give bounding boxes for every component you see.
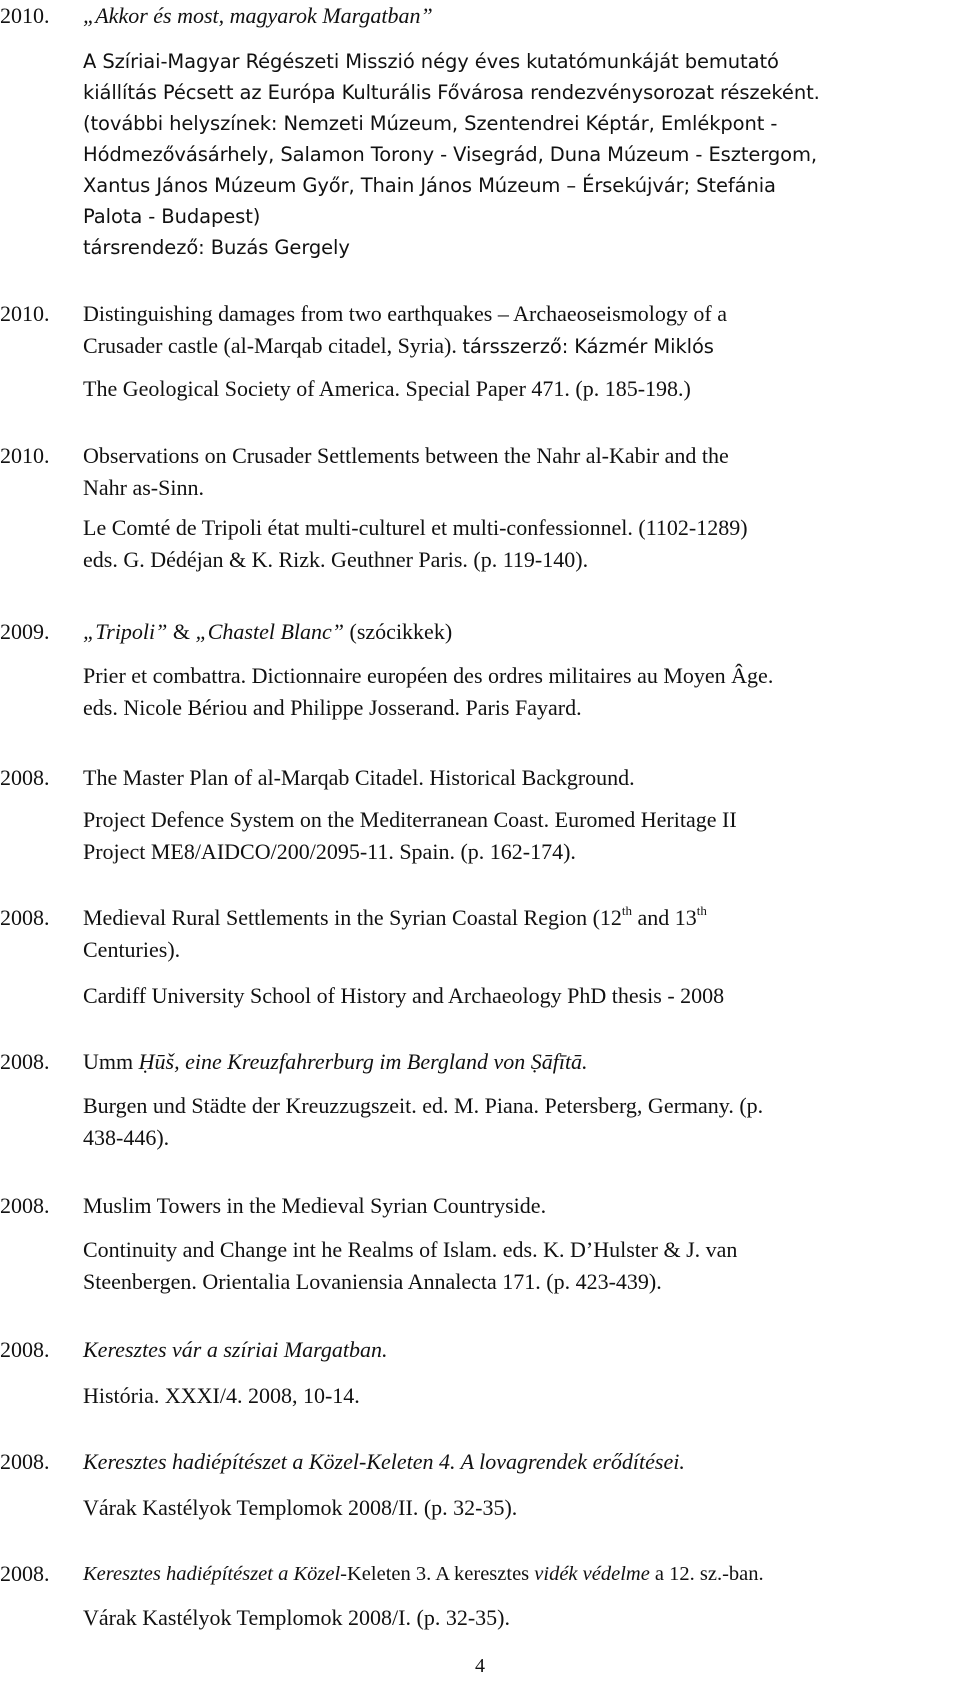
- entry-year: 2010.: [0, 3, 50, 28]
- entry-source: Project Defence System on the Mediterranean Coast. Euromed Heritage II: [83, 807, 737, 832]
- entry-title-sup: th: [696, 902, 707, 918]
- entry-year: 2009.: [0, 619, 50, 644]
- entry-year: 2008.: [0, 905, 50, 930]
- entry-title: Umm: [83, 1049, 139, 1074]
- entry-title: The Master Plan of al-Marqab Citadel. Historical Background.: [83, 765, 635, 790]
- entry-source: Le Comté de Tripoli état multi-culturel et multi-confessionnel. (1102-1289): [83, 515, 748, 540]
- entry-note: (szócikkek): [349, 619, 453, 644]
- entry-source: Prier et combattra. Dictionnaire européen des ordres militaires au Moyen Âge.: [83, 663, 774, 688]
- entry-text-line: Palota - Budapest): [83, 205, 261, 228]
- entry-title: vidék védelme: [534, 1563, 650, 1585]
- entry-source: Continuity and Change int he Realms of Islam. eds. K. D’Hulster & J. van: [83, 1237, 738, 1262]
- entry-coauthor: társszerző: Kázmér Miklós: [462, 335, 714, 358]
- entry-title: Observations on Crusader Settlements between the Nahr al-Kabir and the: [83, 443, 729, 468]
- entry-source: eds. G. Dédéjan & K. Rizk. Geuthner Paris. (p. 119-140).: [83, 547, 589, 572]
- entry-title: Keresztes hadiépítészet a Közel-Keleten 4. A lovagrendek erődítései.: [83, 1449, 685, 1474]
- entry-title: Muslim Towers in the Medieval Syrian Countryside.: [83, 1193, 547, 1218]
- entry-source: Várak Kastélyok Templomok 2008/II. (p. 32-35).: [83, 1495, 518, 1520]
- entry-title: Medieval Rural Settlements in the Syrian Coastal Region (12: [83, 905, 622, 930]
- entry-text-line: Xantus János Múzeum Győr, Thain János Múzeum – Érsekújvár; Stefánia: [83, 174, 776, 197]
- entry-text-line: A Szíriai-Magyar Régészeti Misszió négy éves kutatómunkáját bemutató: [83, 50, 779, 73]
- entry-year: 2008.: [0, 765, 50, 790]
- entry-title: a 12. sz.-ban.: [649, 1563, 764, 1585]
- entry-title: Ḥūš, eine Kreuzfahrerburg im Bergland von Ṣāfītā.: [138, 1049, 588, 1074]
- entry-text-line: kiállítás Pécsett az Európa Kulturális Fővárosa rendezvénysorozat részeként.: [83, 81, 820, 104]
- entry-text-line: társrendező: Buzás Gergely: [83, 236, 350, 259]
- entry-source: Burgen und Städte der Kreuzzugszeit. ed. M. Piana. Petersberg, Germany. (p.: [83, 1093, 764, 1118]
- entry-title: Keresztes hadiépítészet a Közel: [83, 1563, 341, 1585]
- entry-title: and 13: [632, 905, 697, 930]
- entry-title: „Akkor és most, magyarok Margatban”: [83, 3, 433, 28]
- entry-source: 438-446).: [83, 1125, 170, 1150]
- entry-amp: &: [172, 619, 191, 644]
- entry-title: „Tripoli”: [83, 619, 168, 644]
- entry-title: -Keleten 3. A keresztes: [340, 1563, 535, 1585]
- entry-title: Keresztes vár a szíriai Margatban.: [83, 1337, 388, 1362]
- entry-title: Distinguishing damages from two earthquakes – Archaeoseismology of a: [83, 301, 727, 326]
- entry-year: 2010.: [0, 301, 50, 326]
- entry-source: Várak Kastélyok Templomok 2008/I. (p. 32-35).: [83, 1605, 510, 1630]
- entry-title: Crusader castle (al-Marqab citadel, Syria).: [83, 333, 457, 358]
- entry-year: 2008.: [0, 1193, 50, 1218]
- entry-source: The Geological Society of America. Special Paper 471. (p. 185-198.): [83, 376, 691, 401]
- entry-source: Project ME8/AIDCO/200/2095-11. Spain. (p. 162-174).: [83, 839, 576, 864]
- entry-year: 2008.: [0, 1337, 50, 1362]
- entry-source: eds. Nicole Bériou and Philippe Josserand. Paris Fayard.: [83, 695, 582, 720]
- entry-source: Steenbergen. Orientalia Lovaniensia Annalecta 171. (p. 423-439).: [83, 1269, 662, 1294]
- entry-source: História. XXXI/4. 2008, 10-14.: [83, 1383, 360, 1408]
- entry-title-sup: th: [621, 902, 633, 918]
- entry-text-line: Hódmezővásárhely, Salamon Torony - Visegrád, Duna Múzeum - Esztergom,: [83, 143, 817, 166]
- entry-text-line: (további helyszínek: Nemzeti Múzeum, Szentendrei Képtár, Emlékpont -: [83, 112, 778, 135]
- page-number: 4: [475, 1655, 485, 1677]
- entry-source: Cardiff University School of History and Archaeology PhD thesis - 2008: [83, 983, 725, 1008]
- entry-year: 2010.: [0, 443, 50, 468]
- entry-title: „Chastel Blanc”: [195, 619, 345, 644]
- entry-title: Nahr as-Sinn.: [83, 475, 204, 500]
- entry-year: 2008.: [0, 1561, 50, 1586]
- entry-year: 2008.: [0, 1049, 50, 1074]
- entry-year: 2008.: [0, 1449, 50, 1474]
- entry-title: Centuries).: [83, 937, 181, 962]
